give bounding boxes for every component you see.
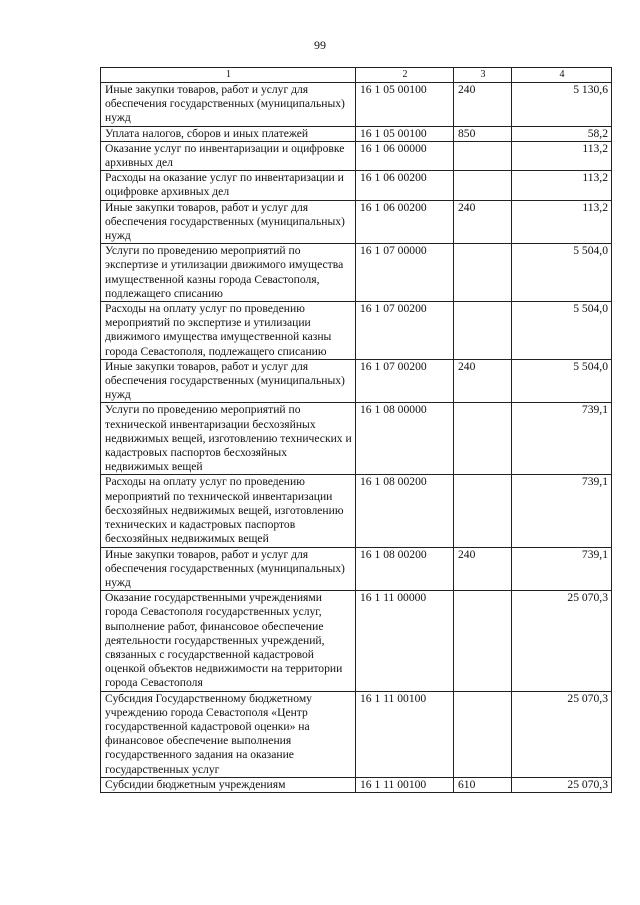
- row-name: Расходы на оказание услуг по инвентаризации и оцифровке архивных дел: [101, 171, 356, 200]
- row-name: Иные закупки товаров, работ и услуг для обеспечения государственных (муниципальных) нужд: [101, 83, 356, 127]
- table-row: [101, 403, 612, 475]
- row-type: 240: [454, 547, 512, 591]
- row-name: Оказание услуг по инвентаризации и оцифровке архивных дел: [101, 141, 356, 170]
- column-header-4: 4: [512, 68, 612, 83]
- row-type: 240: [454, 200, 512, 244]
- row-sum: 739,1: [512, 403, 612, 475]
- row-type: [454, 244, 512, 302]
- row-code: 16 1 11 00100: [356, 691, 454, 777]
- row-code: 16 1 08 00200: [356, 547, 454, 591]
- page-number: 99: [314, 38, 326, 52]
- row-name: Расходы на оплату услуг по проведению мероприятий по технической инвентаризации бесхозяйных недвижимых вещей, изготовлению технических и кадастровых паспортов бесхозяйных недвижимых вещей: [101, 475, 356, 547]
- table-row: [101, 302, 612, 360]
- row-code: 16 1 07 00000: [356, 244, 454, 302]
- row-code: 16 1 06 00000: [356, 141, 454, 170]
- row-code: 16 1 07 00200: [356, 359, 454, 403]
- table-row: [101, 777, 612, 792]
- table-row: [101, 126, 612, 141]
- row-sum: 113,2: [512, 141, 612, 170]
- row-type: [454, 691, 512, 777]
- table-row: [101, 83, 612, 127]
- row-type: [454, 302, 512, 360]
- row-code: 16 1 06 00200: [356, 171, 454, 200]
- table-row: [101, 171, 612, 200]
- row-type: 610: [454, 777, 512, 792]
- row-name: Расходы на оплату услуг по проведению мероприятий по экспертизе и утилизации движимого имущества имущественной казны города Севастополя, подлежащего списанию: [101, 302, 356, 360]
- table-row: [101, 359, 612, 403]
- row-type: 240: [454, 359, 512, 403]
- table-row: [101, 141, 612, 170]
- row-type: 850: [454, 126, 512, 141]
- row-code: 16 1 05 00100: [356, 83, 454, 127]
- row-sum: 113,2: [512, 171, 612, 200]
- row-sum: 58,2: [512, 126, 612, 141]
- table-row: [101, 591, 612, 691]
- row-type: [454, 475, 512, 547]
- table-row: [101, 200, 612, 244]
- table-row: [101, 691, 612, 777]
- row-code: 16 1 08 00200: [356, 475, 454, 547]
- row-code: 16 1 11 00000: [356, 591, 454, 691]
- row-type: [454, 591, 512, 691]
- table-row: [101, 475, 612, 547]
- row-name: Субсидия Государственному бюджетному учреждению города Севастополя «Центр государственной кадастровой оценки» на финансовое обеспечение выполнения государственного задания на оказание государственных услуг: [101, 691, 356, 777]
- table-row: [101, 547, 612, 591]
- row-code: 16 1 11 00100: [356, 777, 454, 792]
- row-type: [454, 171, 512, 200]
- row-code: 16 1 08 00000: [356, 403, 454, 475]
- row-code: 16 1 07 00200: [356, 302, 454, 360]
- column-header-3: 3: [454, 68, 512, 83]
- row-type: [454, 141, 512, 170]
- column-header-2: 2: [356, 68, 454, 83]
- row-type: 240: [454, 83, 512, 127]
- row-sum: 113,2: [512, 200, 612, 244]
- column-header-1: 1: [101, 68, 356, 83]
- row-code: 16 1 06 00200: [356, 200, 454, 244]
- row-sum: 5 504,0: [512, 359, 612, 403]
- row-name: Оказание государственными учреждениями города Севастополя государственных услуг, выполнение работ, финансовое обеспечение деятельности государственных учреждений, связанных с государственной кадастровой оценкой объектов недвижимости на территории города Севастополя: [101, 591, 356, 691]
- row-name: Иные закупки товаров, работ и услуг для обеспечения государственных (муниципальных) нужд: [101, 359, 356, 403]
- row-sum: 25 070,3: [512, 591, 612, 691]
- row-sum: 5 130,6: [512, 83, 612, 127]
- row-name: Услуги по проведению мероприятий по технической инвентаризации бесхозяйных недвижимых вещей, изготовлению технических и кадастровых паспортов бесхозяйных недвижимых вещей: [101, 403, 356, 475]
- row-name: Иные закупки товаров, работ и услуг для обеспечения государственных (муниципальных) нужд: [101, 547, 356, 591]
- row-sum: 739,1: [512, 475, 612, 547]
- row-type: [454, 403, 512, 475]
- row-name: Иные закупки товаров, работ и услуг для обеспечения государственных (муниципальных) нужд: [101, 200, 356, 244]
- table-header-row: [101, 68, 612, 83]
- row-sum: 5 504,0: [512, 244, 612, 302]
- budget-table: [100, 67, 612, 793]
- row-sum: 25 070,3: [512, 691, 612, 777]
- table-row: [101, 244, 612, 302]
- row-code: 16 1 05 00100: [356, 126, 454, 141]
- row-name: Субсидии бюджетным учреждениям: [101, 777, 356, 792]
- row-name: Услуги по проведению мероприятий по экспертизе и утилизации движимого имущества имущественной казны города Севастополя, подлежащего списанию: [101, 244, 356, 302]
- row-name: Уплата налогов, сборов и иных платежей: [101, 126, 356, 141]
- row-sum: 5 504,0: [512, 302, 612, 360]
- row-sum: 25 070,3: [512, 777, 612, 792]
- row-sum: 739,1: [512, 547, 612, 591]
